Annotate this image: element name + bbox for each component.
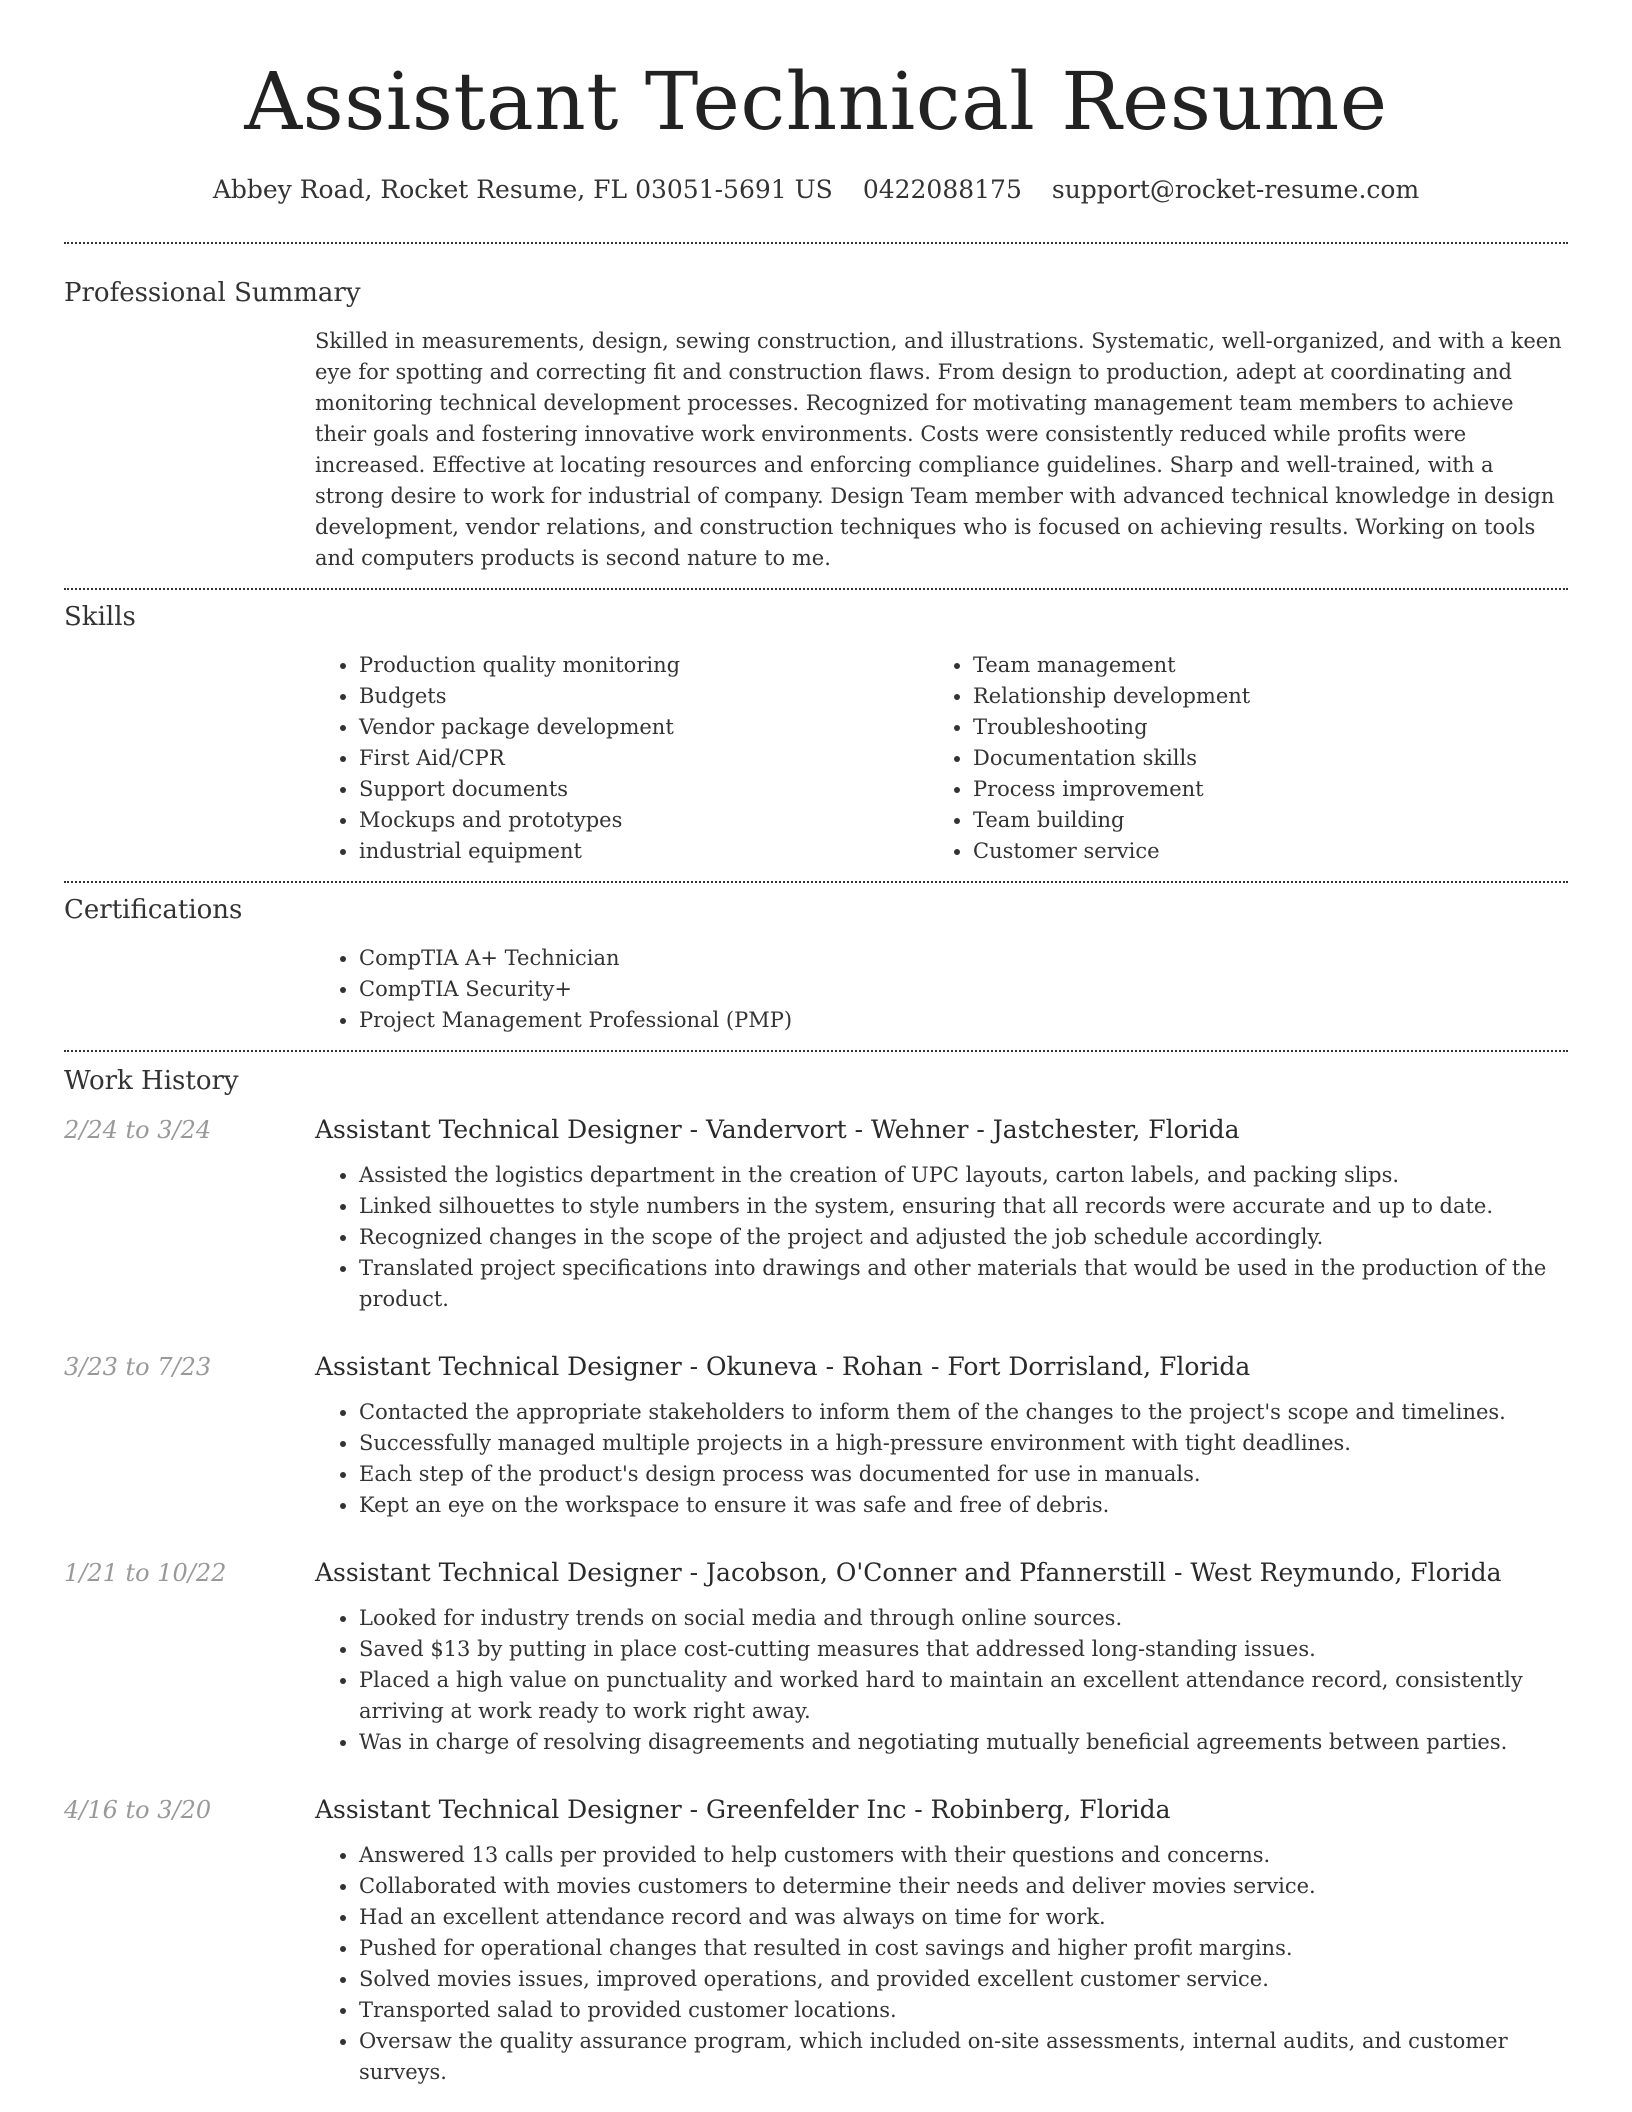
job-bullets <box>315 1397 1568 1521</box>
section-title-work-history: Work History <box>64 1066 239 1096</box>
job-bullet: • Solved movies issues, improved operations, and provided excellent customer service. <box>359 1964 1568 1995</box>
section-title-skills: Skills <box>64 602 136 632</box>
job-heading: Assistant Technical Designer - Greenfelder Inc - Robinberg, Florida <box>315 1795 1171 1824</box>
job-bullet: • Transported salad to provided customer locations. <box>359 1995 1568 2026</box>
job-heading: Assistant Technical Designer - Vandervort - Wehner - Jastchester, Florida <box>315 1115 1240 1144</box>
job-bullet: • Looked for industry trends on social media and through online sources. <box>359 1603 1568 1634</box>
skills-section <box>64 590 1568 881</box>
job-bullet: • Translated project specifications into drawings and other materials that would be used in the production of the product. <box>359 1253 1568 1315</box>
job-bullet: • Had an excellent attendance record and was always on time for work. <box>359 1902 1568 1933</box>
skill-item: • Team building <box>973 805 1543 836</box>
work-history-section <box>64 1052 1568 2088</box>
job-bullet: • Oversaw the quality assurance program, which included on-site assessments, internal audits, and customer surveys. <box>359 2026 1568 2088</box>
skill-item: • Team management <box>973 650 1543 681</box>
skills-body <box>315 650 1568 881</box>
skill-item: • Documentation skills <box>973 743 1543 774</box>
skill-item: • Vendor package development <box>359 712 929 743</box>
job-bullet: • Saved $13 by putting in place cost-cutting measures that addressed long-standing issues. <box>359 1634 1568 1665</box>
job-bullet: • Assisted the logistics department in the creation of UPC layouts, carton labels, and packing slips. <box>359 1160 1568 1191</box>
certifications-body <box>315 943 1568 1050</box>
job-entry <box>64 1112 1568 1315</box>
skill-item: • First Aid/CPR <box>359 743 929 774</box>
skills-list-left <box>315 650 929 867</box>
job-bullets <box>315 1603 1568 1758</box>
job-bullet: • Successfully managed multiple projects in a high-pressure environment with tight deadlines. <box>359 1428 1568 1459</box>
skill-item: • Production quality monitoring <box>359 650 929 681</box>
certification-item: • CompTIA A+ Technician <box>359 943 1568 974</box>
job-date: 2/24 to 3/24 <box>64 1116 212 1144</box>
job-date: 3/23 to 7/23 <box>64 1353 212 1381</box>
contact-line <box>64 172 1568 208</box>
skill-item: • Relationship development <box>973 681 1543 712</box>
summary-text: Skilled in measurements, design, sewing construction, and illustrations. Systematic, well-organized, and with a keen eye for spotting and correcting fit and construction flaws. From design to production, adept at coordinating and monitoring technical development processes. Recognized for motivating management team members to achieve their goals and fostering innovative work environments. Costs were consistently reduced while profits were increased. Effective at locating resources and enforcing compliance guidelines. Sharp and well-trained, with a strong desire to work for industrial of company. Design Team member with advanced technical knowledge in design development, vendor relations, and construction techniques who is focused on achieving results. Working on tools and computers products is second nature to me. <box>315 329 1562 570</box>
job-date: 4/16 to 3/20 <box>64 1796 212 1824</box>
skill-item: • Process improvement <box>973 774 1543 805</box>
skill-item: • Mockups and prototypes <box>359 805 929 836</box>
contact-email: support@rocket-resume.com <box>1051 175 1420 204</box>
job-bullet: • Kept an eye on the workspace to ensure it was safe and free of debris. <box>359 1490 1568 1521</box>
certifications-list <box>315 943 1568 1036</box>
section-title-summary: Professional Summary <box>64 278 361 308</box>
certification-item: • Project Management Professional (PMP) <box>359 1005 1568 1036</box>
contact-address: Abbey Road, Rocket Resume, FL 03051-5691 US <box>212 175 833 204</box>
job-bullets <box>315 1840 1568 2088</box>
job-bullet: • Linked silhouettes to style numbers in the system, ensuring that all records were accurate and up to date. <box>359 1191 1568 1222</box>
section-title-certifications: Certifications <box>64 895 243 925</box>
skill-item: • Troubleshooting <box>973 712 1543 743</box>
summary-body <box>315 326 1568 588</box>
certification-item: • CompTIA Security+ <box>359 974 1568 1005</box>
job-heading: Assistant Technical Designer - Jacobson, O'Conner and Pfannerstill - West Reymundo, Florida <box>315 1558 1502 1587</box>
job-entry <box>64 1555 1568 1758</box>
job-bullet: • Pushed for operational changes that resulted in cost savings and higher profit margins. <box>359 1933 1568 1964</box>
certifications-section <box>64 883 1568 1050</box>
resume-title: Assistant Technical Resume <box>244 55 1388 148</box>
professional-summary-section <box>64 244 1568 588</box>
skill-item: • Customer service <box>973 836 1543 867</box>
job-bullet: • Each step of the product's design process was documented for use in manuals. <box>359 1459 1568 1490</box>
contact-phone: 0422088175 <box>862 175 1022 204</box>
job-bullet: • Answered 13 calls per provided to help customers with their questions and concerns. <box>359 1840 1568 1871</box>
resume-page <box>64 0 1568 2088</box>
job-bullets <box>315 1160 1568 1315</box>
job-entry <box>64 1349 1568 1521</box>
job-entry <box>64 1792 1568 2088</box>
job-date: 1/21 to 10/22 <box>64 1559 227 1587</box>
job-bullet: • Was in charge of resolving disagreements and negotiating mutually beneficial agreements between parties. <box>359 1727 1568 1758</box>
job-bullet: • Collaborated with movies customers to determine their needs and deliver movies service. <box>359 1871 1568 1902</box>
job-heading: Assistant Technical Designer - Okuneva - Rohan - Fort Dorrisland, Florida <box>315 1352 1251 1381</box>
skill-item: • Budgets <box>359 681 929 712</box>
job-bullet: • Contacted the appropriate stakeholders to inform them of the changes to the project's scope and timelines. <box>359 1397 1568 1428</box>
skill-item: • industrial equipment <box>359 836 929 867</box>
skills-list-right <box>929 650 1543 867</box>
job-bullet: • Recognized changes in the scope of the project and adjusted the job schedule accordingly. <box>359 1222 1568 1253</box>
skill-item: • Support documents <box>359 774 929 805</box>
job-bullet: • Placed a high value on punctuality and worked hard to maintain an excellent attendance record, consistently arriving at work ready to work right away. <box>359 1665 1568 1727</box>
